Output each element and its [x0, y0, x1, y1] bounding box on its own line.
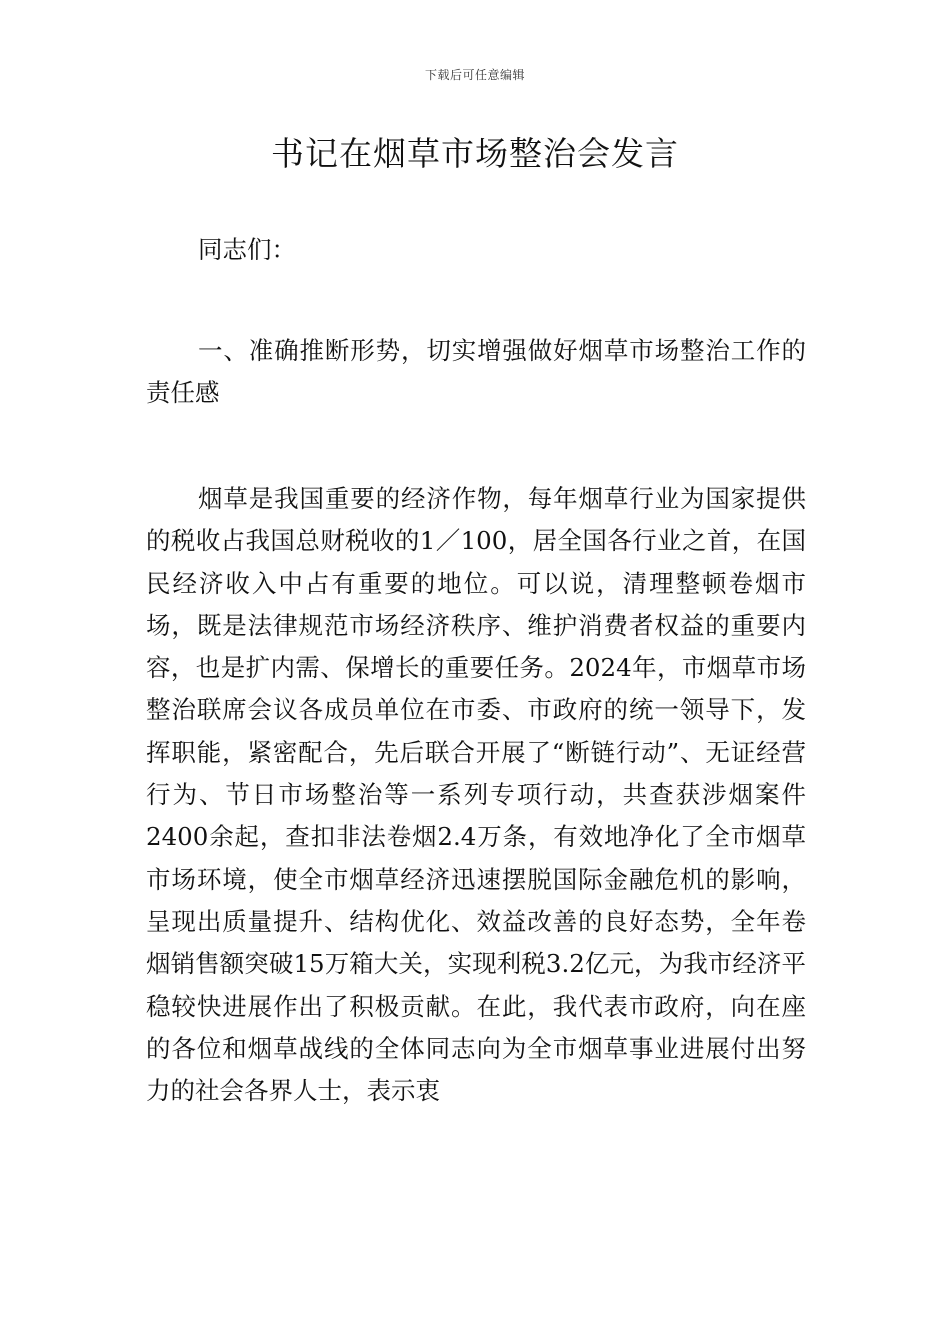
header-note: 下载后可任意编辑 [424, 68, 525, 82]
section-heading: 一、准确推断形势，切实增强做好烟草市场整治工作的责任感 [146, 336, 806, 408]
document-title: 书记在烟草市场整治会发言 [271, 134, 679, 173]
body-paragraph: 烟草是我国重要的经济作物，每年烟草行业为国家提供的税收占我国总财税收的1／100，居全国各行业之首，在国民经济收入中占有重要的地位。可以说，清理整顿卷烟市场，既是法律规范市场经济秩序、维护消费者权益的重要内容，也是扩内需、保增长的重要任务。2024年，市烟草市场整治联席会议各成员单位在市委、市政府的统一领导下，发挥职能，紧密配合，先后联合开展了“断链行动”、无证经营行为、节日市场整治等一系列专项行动，共查获涉烟案件2400余起，查扣非法卷烟2.4万条，有效地净化了全市烟草市场环境，使全市烟草经济迅速摆脱国际金融危机的影响，呈现出质量提升、结构优化、效益改善的良好态势，全年卷烟销售额突破15万箱大关，实现利税3.2亿元，为我市经济平稳较快进展作出了积极贡献。在此，我代表市政府，向在座的各位和烟草战线的全体同志向为全市烟草事业进展付出努力的社会各界人士，表示衷 [146, 484, 806, 1106]
salutation: 同志们： [198, 235, 296, 264]
